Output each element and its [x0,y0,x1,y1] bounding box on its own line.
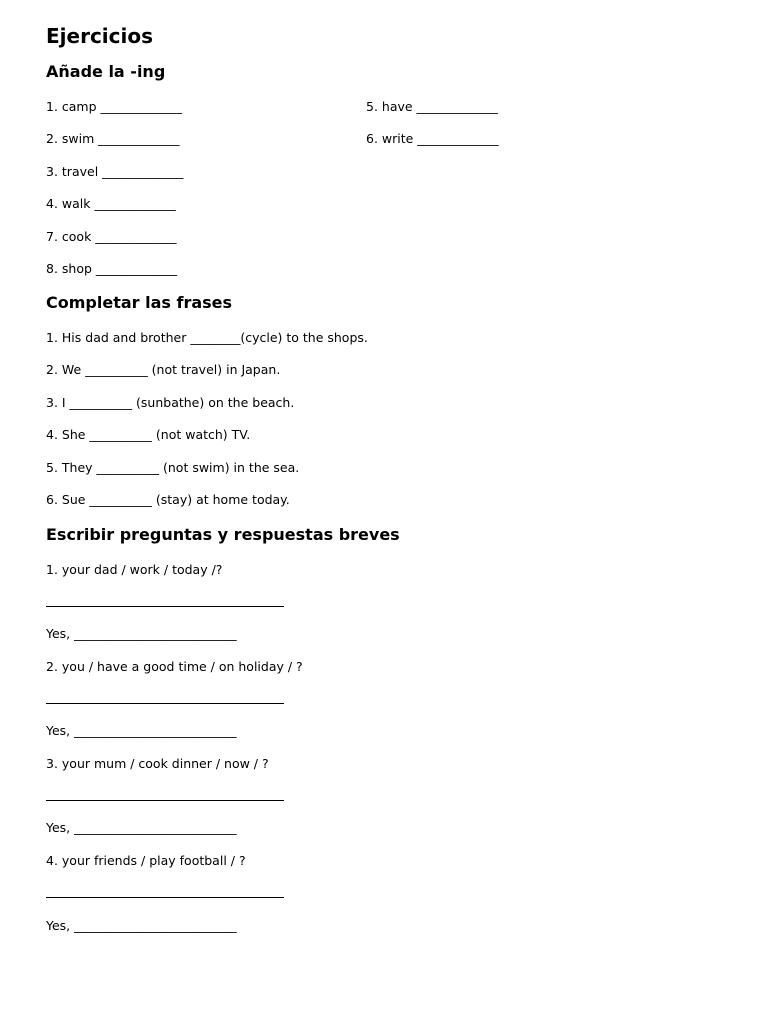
question-prompt: 3. your mum / cook dinner / now / ? [46,756,269,771]
ing-item: 6. write _____________ [366,131,499,146]
ing-item: 3. travel _____________ [46,164,184,179]
answer-blank-line [46,800,284,801]
short-answer-line: Yes, __________________________ [46,723,237,738]
short-answer-line: Yes, __________________________ [46,918,237,933]
question-prompt: 1. your dad / work / today /? [46,562,223,577]
answer-blank-line [46,606,284,607]
ing-item: 2. swim _____________ [46,131,180,146]
ing-item: 4. walk _____________ [46,196,176,211]
short-answer-line: Yes, __________________________ [46,626,237,641]
question-prompt: 2. you / have a good time / on holiday / ? [46,659,303,674]
sentence-item: 3. I __________ (sunbathe) on the beach. [46,395,295,410]
short-answer-line: Yes, __________________________ [46,820,237,835]
answer-blank-line [46,897,284,898]
ing-item: 5. have _____________ [366,99,498,114]
sentence-item: 1. His dad and brother ________(cycle) to the shops. [46,330,368,345]
answer-blank-line [46,703,284,704]
ing-item: 8. shop _____________ [46,261,178,276]
section-heading-questions: Escribir preguntas y respuestas breves [46,525,400,544]
sentence-item: 6. Sue __________ (stay) at home today. [46,492,290,507]
page-title: Ejercicios [46,24,154,48]
sentence-item: 2. We __________ (not travel) in Japan. [46,362,281,377]
section-heading-sentences: Completar las frases [46,293,233,312]
ing-item: 7. cook _____________ [46,229,177,244]
ing-item: 1. camp _____________ [46,99,182,114]
question-prompt: 4. your friends / play football / ? [46,853,246,868]
sentence-item: 5. They __________ (not swim) in the sea. [46,460,300,475]
section-heading-ing: Añade la -ing [46,62,166,81]
sentence-item: 4. She __________ (not watch) TV. [46,427,251,442]
